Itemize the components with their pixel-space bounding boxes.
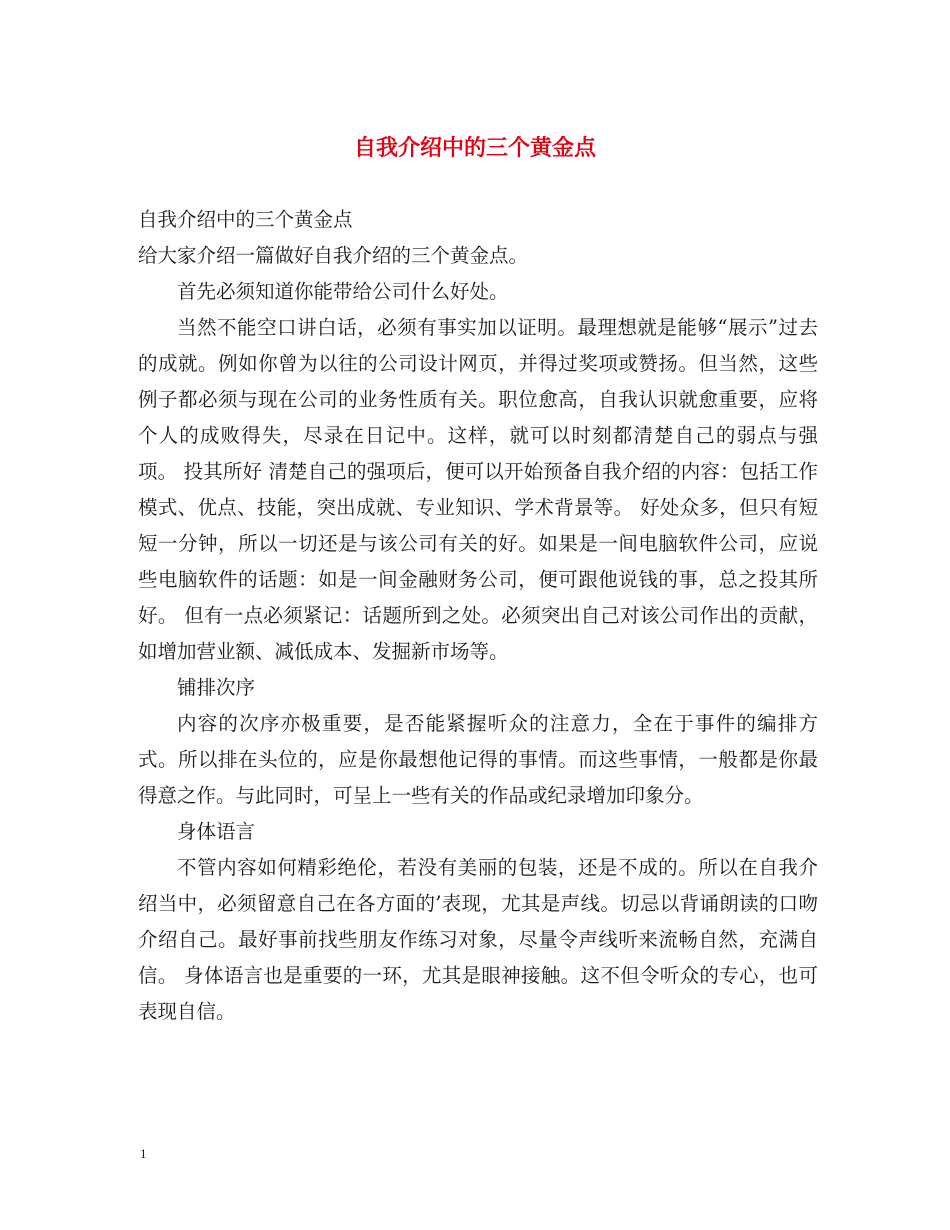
- paragraph-intro: 给大家介绍一篇做好自我介绍的三个黄金点。: [138, 244, 529, 267]
- page-number: 1: [140, 1146, 147, 1161]
- paragraph-order-detail: 内容的次序亦极重要，是否能紧握听众的注意力，全在于事件的编排方式。所以排在头位的，应是你最想他记得的事情。而这些事情，一般都是你最得意之作。与此同时，可呈上一些有关的作品或纪录增加印象分。: [138, 712, 818, 807]
- section-heading-body-language: 身体语言: [177, 820, 256, 843]
- paragraph-heading: 自我介绍中的三个黄金点: [138, 208, 353, 231]
- paragraph-point-one-detail: 当然不能空口讲白话，必须有事实加以证明。最理想就是能够“展示”过去的成就。例如你曾为以往的公司设计网页，并得过奖项或赞扬。但当然，这些例子都必须与现在公司的业务性质有关。职位愈高，自我认识就愈重要，应将个人的成败得失，尽录在日记中。这样，就可以时刻都清楚自己的弱点与强项。 投其所好 清楚自己的强项后，便可以开始预备自我介绍的内容：包括工作模式、优点、技能，突出成就、专业知识、学术背景等。 好处众多，但只有短短一分钟，所以一切还是与该公司有关的好。如果是一间电脑软件公司，应说些电脑软件的话题：如是一间金融财务公司，便可跟他说钱的事，总之投其所好。 但有一点必须紧记：话题所到之处。必须突出自己对该公司作出的贡献，如增加营业额、减低成本、发掘新市场等。: [138, 316, 818, 663]
- paragraph-point-one: 首先必须知道你能带给公司什么好处。: [177, 280, 509, 303]
- paragraph-body-language-detail: 不管内容如何精彩绝伦，若没有美丽的包装，还是不成的。所以在自我介绍当中，必须留意自己在各方面的’表现，尤其是声线。切忌以背诵朗读的口吻介绍自己。最好事前找些朋友作练习对象，尽量令声线听来流畅自然，充满自信。 身体语言也是重要的一环，尤其是眼神接触。这不但令听众的专心，也可表现自信。: [138, 856, 818, 1023]
- section-heading-order: 铺排次序: [177, 676, 256, 699]
- document-body: [138, 202, 818, 1030]
- document-title: 自我介绍中的三个黄金点: [353, 135, 596, 161]
